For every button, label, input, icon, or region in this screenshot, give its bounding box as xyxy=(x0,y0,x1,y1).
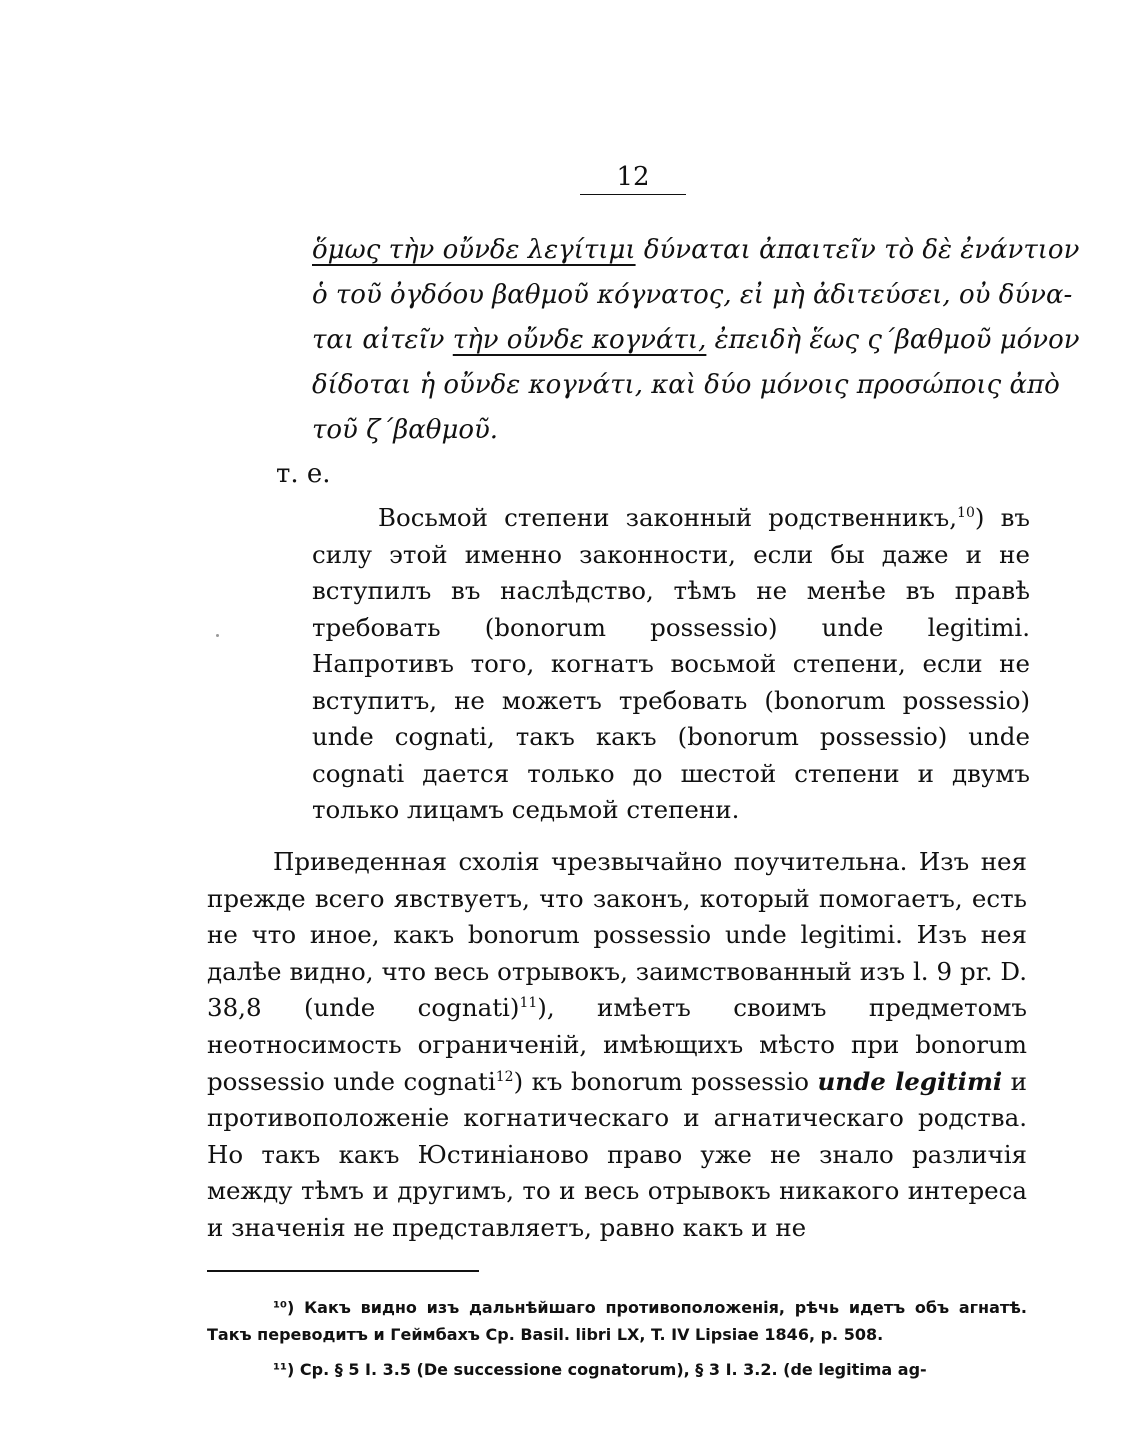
margin-speck xyxy=(216,634,219,637)
translation-block xyxy=(312,500,1030,829)
greek-text: δύναται ἀπαιτεῖν τὸ δὲ ἐνάντιον xyxy=(635,235,1080,265)
translation-paragraph xyxy=(312,500,1030,829)
footnote-mark: ¹¹ xyxy=(273,1360,288,1379)
body-text: и противоположеніе когнатическаго и агнатическаго родства. Но такъ какъ Юстиніаново право уже не знало различія между тѣмъ и другимъ, то и весь отрывокъ никакого интереса и значенія не представляетъ, равно какъ и не xyxy=(207,1066,1028,1242)
page-number-rule xyxy=(580,194,686,195)
footnote xyxy=(207,1356,1027,1383)
footnote-ref: 12 xyxy=(495,1068,514,1085)
footnote-rule xyxy=(207,1270,479,1272)
footnotes xyxy=(207,1294,1027,1391)
body-italic-text: unde legitimi xyxy=(817,1066,1003,1096)
footnote-ref: 11 xyxy=(519,995,538,1012)
greek-line xyxy=(312,273,1073,318)
body-paragraph xyxy=(207,844,1027,1247)
te-label: т. е. xyxy=(276,459,331,489)
greek-line xyxy=(312,363,1060,408)
footnote-text: ) Cp. § 5 I. 3.5 (De successione cognatorum), § 3 I. 3.2. (de legitima ag- xyxy=(287,1360,927,1379)
main-paragraph xyxy=(207,844,1027,1247)
page-number: 12 xyxy=(616,162,650,192)
body-text: Приведенная схолія чрезвычайно поучительна. Изъ нея прежде всего явствуетъ, что законъ, который помогаетъ, есть не что иное, какъ bonorum possessio unde legitimi. Изъ нея далѣе видно, что весь отрывокъ, заимствованный изъ l. 9 pr. D. 38,8 (unde cognati) xyxy=(207,847,1027,1023)
greek-underlined: τὴν οὔνδε κογνάτι, xyxy=(452,325,707,355)
body-text: ), имѣетъ своимъ предметомъ неотносимость ограниченій, имѣющихъ мѣсто при bonorum possessio unde cognati xyxy=(207,993,1027,1096)
greek-underlined: ὅμως τὴν οὔνδε λεγίτιμι xyxy=(312,235,636,265)
greek-line xyxy=(312,318,1080,363)
translation-text: Восьмой степени законный родственникъ, xyxy=(378,503,958,532)
greek-text: ὁ τοῦ ὀγδόου βαθμοῦ κόγνατος, εἰ μὴ ἀδιτεύσει, οὐ δύνα- xyxy=(312,280,1073,310)
greek-text: ἐπειδὴ ἕως ς΄βαθμοῦ μόνον xyxy=(706,325,1080,355)
greek-text: δίδοται ἡ οὔνδε κογνάτι, καὶ δύο μόνοις προσώποις ἀπὸ xyxy=(312,370,1060,400)
footnote xyxy=(207,1294,1027,1348)
greek-text: τοῦ ζ΄βαθμοῦ. xyxy=(312,415,499,445)
greek-line xyxy=(312,228,1080,273)
footnote-text: ) Какъ видно изъ дальнѣйшаго противоположенія, рѣчь идетъ объ агнатѣ. Такъ переводитъ и Геймбахъ Cp. Basil. libri LX, T. IV Lipsiae 1846, p. 508. xyxy=(207,1298,1027,1344)
footnote-ref: 10 xyxy=(957,504,975,521)
translation-text: ) въ силу этой именно законности, если бы даже и не вступилъ въ наслѣдство, тѣмъ не менѣе въ правѣ требовать (bonorum possessio) unde legitimi. Напротивъ того, когнатъ восьмой степени, если не вступитъ, не можетъ требовать (bonorum possessio) unde cognati, такъ какъ (bonorum possessio) unde cognati дается только до шестой степени и двумъ только лицамъ седьмой степени. xyxy=(312,503,1030,824)
footnote-mark: ¹⁰ xyxy=(273,1298,288,1317)
body-text: ) къ bonorum possessio xyxy=(513,1066,818,1096)
greek-text: ται αἰτεῖν xyxy=(312,325,453,355)
greek-line xyxy=(312,408,1032,453)
greek-scholium xyxy=(312,228,1080,453)
